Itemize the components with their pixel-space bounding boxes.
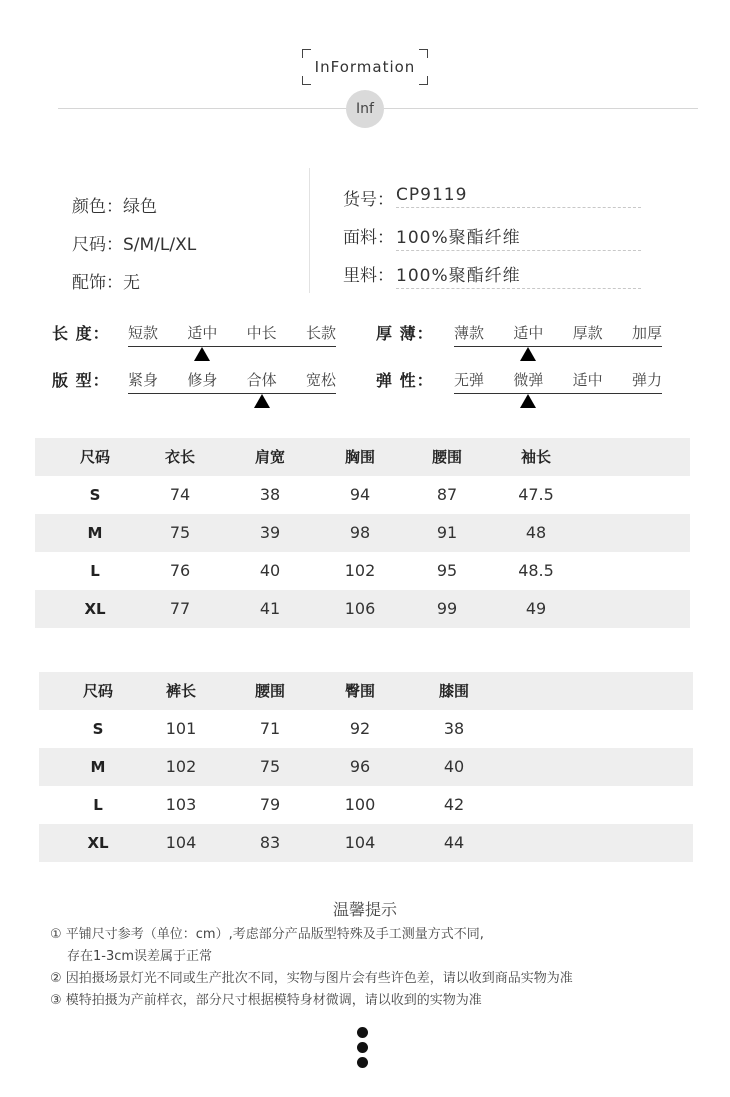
table-row: XL 104 83 104 44 (39, 824, 693, 862)
table-row: S 74 38 94 87 47.5 (89, 485, 554, 504)
note-item: ② 因拍摄场景灯光不同或生产批次不同，实物与图片会有些许色差，请以收到商品实物为准 (50, 971, 573, 986)
scale-option: 无弹 (454, 371, 485, 389)
info-right (343, 185, 641, 299)
note-item: ① 平铺尺寸参考（单位：cm）,考虑部分产品版型特殊及手工测量方式不同, (50, 927, 484, 942)
vertical-divider (309, 168, 310, 293)
table-header: 胸围 (344, 448, 375, 466)
scale-option: 紧身 (128, 371, 159, 389)
scale-line (128, 346, 336, 347)
scale-option: 微弹 (513, 371, 544, 389)
corner-bracket (302, 49, 311, 58)
corner-bracket (302, 76, 311, 85)
note-item: ③ 模特拍摄为产前样衣，部分尺寸根据模特身材微调，请以收到的实物为准 (50, 993, 482, 1008)
scale-line (454, 346, 662, 347)
scale-marker (254, 394, 270, 408)
scale-line (128, 393, 336, 394)
inf-badge: Inf (346, 90, 384, 128)
scale-option: 适中 (572, 371, 603, 389)
scale-option: 修身 (187, 371, 218, 389)
info-left (72, 192, 196, 306)
table-header: 袖长 (520, 448, 551, 466)
scale-option: 加厚 (631, 324, 662, 342)
thickness-label: 厚 薄： (376, 324, 434, 343)
table-header: 臀围 (344, 682, 375, 700)
scale-marker (520, 347, 536, 361)
pants-size-table (39, 672, 693, 862)
scale-option: 中长 (246, 324, 277, 342)
info-lining: 里料： 100%聚酯纤维 (343, 261, 641, 299)
table-header: 肩宽 (254, 448, 285, 466)
table-header-row (39, 672, 693, 710)
scale-option: 厚款 (572, 324, 603, 342)
thickness-scale (454, 322, 662, 343)
corner-bracket (419, 49, 428, 58)
notes-title: 温馨提示 (332, 900, 397, 919)
scale-option: 宽松 (305, 371, 336, 389)
top-size-table (35, 438, 690, 628)
info-accessory: 配饰：无 (72, 273, 140, 293)
title-text: InFormation (314, 58, 416, 76)
elasticity-label: 弹 性： (376, 371, 434, 390)
info-color: 颜色：绿色 (72, 197, 157, 217)
table-row: XL 77 41 106 99 49 (35, 590, 690, 628)
table-header: 腰围 (254, 682, 285, 700)
length-label: 长 度： (52, 324, 110, 343)
scale-option: 适中 (513, 324, 544, 342)
table-row: S 101 71 92 38 (92, 719, 465, 738)
scale-marker (520, 394, 536, 408)
table-header: 尺码 (79, 448, 110, 466)
scale-line (454, 393, 662, 394)
scale-option: 短款 (128, 324, 159, 342)
table-row: L 76 40 102 95 48.5 (90, 561, 554, 580)
scale-option: 薄款 (454, 324, 485, 342)
note-item: 存在1-3cm误差属于正常 (67, 949, 213, 964)
scale-marker (194, 347, 210, 361)
info-fabric: 面料： 100%聚酯纤维 (343, 223, 641, 261)
elasticity-scale (454, 369, 662, 390)
notes-list (50, 924, 573, 1012)
fit-label: 版 型： (52, 371, 110, 390)
table-header: 腰围 (431, 448, 462, 466)
table-row: M 75 39 98 91 48 (35, 514, 690, 552)
info-size: 尺码：S/M/L/XL (72, 235, 197, 255)
table-header: 裤长 (165, 682, 196, 700)
table-row: L 103 79 100 42 (93, 795, 465, 814)
table-row: M 102 75 96 40 (39, 748, 693, 786)
more-dots-icon (357, 1027, 369, 1072)
corner-bracket (419, 76, 428, 85)
scale-option: 适中 (187, 324, 218, 342)
table-header: 衣长 (164, 448, 195, 466)
table-header-row (35, 438, 690, 476)
scale-option: 合体 (246, 371, 277, 389)
scale-option: 长款 (305, 324, 336, 342)
scale-option: 弹力 (631, 371, 662, 389)
info-item-number: 货号： CP9119 (343, 185, 641, 223)
length-scale (128, 322, 336, 343)
information-title (302, 49, 428, 85)
table-header: 膝围 (438, 682, 469, 700)
table-header: 尺码 (82, 682, 113, 700)
fit-scale (128, 369, 336, 390)
